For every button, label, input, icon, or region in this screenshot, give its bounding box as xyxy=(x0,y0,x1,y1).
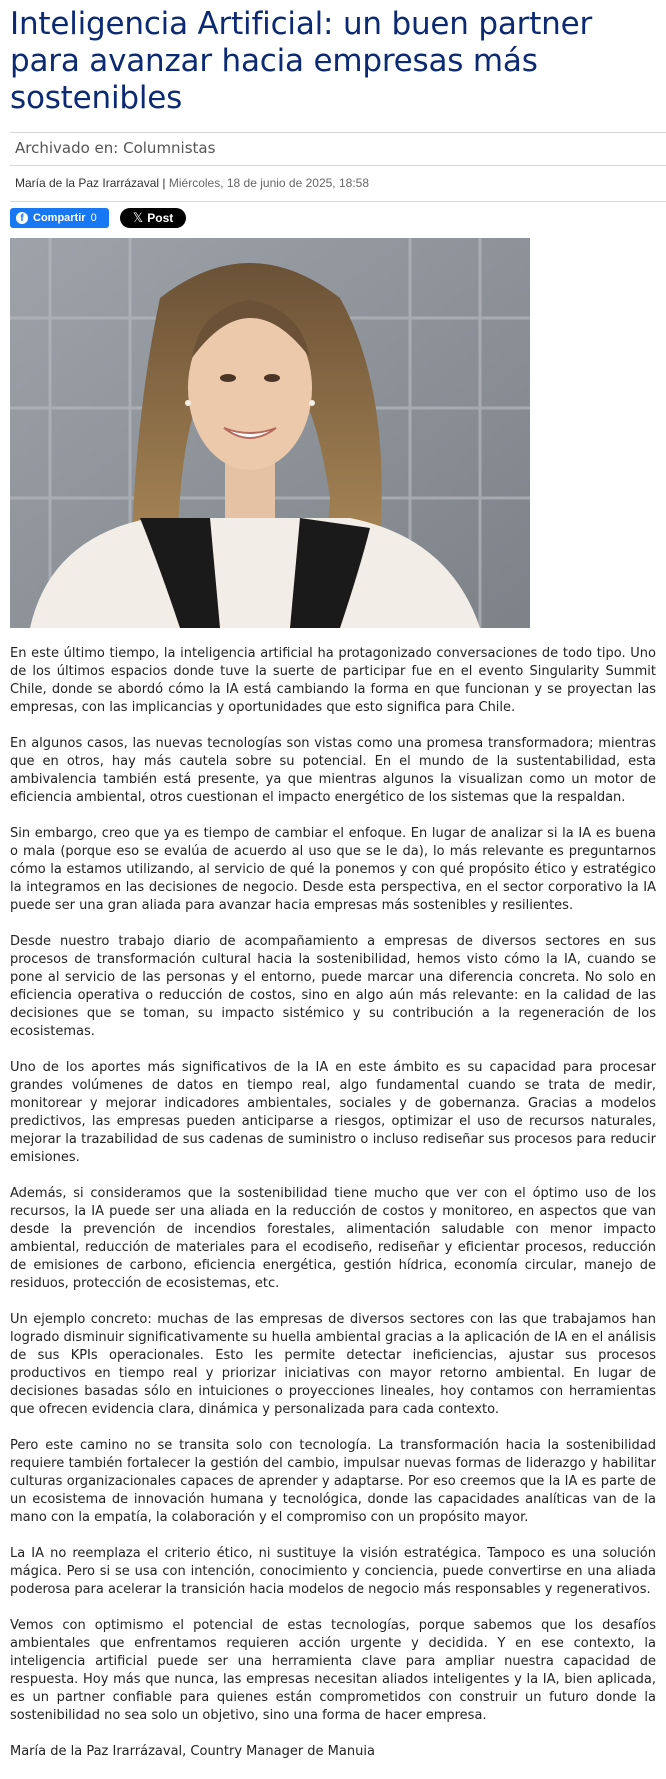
article-photo xyxy=(10,238,530,628)
x-post-button[interactable] xyxy=(120,208,186,228)
article-paragraph: Pero este camino no se transita solo con tecnología. La transformación hacia la sostenibilidad requiere también fortalecer la gestión del cambio, impulsar nuevas formas de liderazgo y habilitar culturas organizacionales capaces de aprender y adaptarse. Por eso creemos que la IA es parte de un ecosistema de innovación humana y tecnológica, donde las capacidades analíticas van de la mano con la empatía, la colaboración y el compromiso con un propósito mayor. xyxy=(10,1438,656,1525)
archived-category[interactable]: Archivado en: Columnistas xyxy=(15,139,216,157)
x-post-label: Post xyxy=(147,211,174,225)
article-paragraph: Un ejemplo concreto: muchas de las empresas de diversos sectores con las que trabajamos han logrado disminuir significativamente su huella ambiental gracias a la aplicación de IA en el análisis de sus KPIs operacionales. Esto les permite detectar ineficiencias, ajustar sus procesos productivos en tiempo real y priorizar iniciativas con mayor retorno ambiental. En lugar de decisiones basadas sólo en intuiciones o proyecciones lineales, hoy contamos con herramientas que ofrecen evidencia clara, dinámica y personalizada para cada contexto. xyxy=(10,1312,656,1417)
article-paragraph: Uno de los aportes más significativos de la IA en este ámbito es su capacidad para procesar grandes volúmenes de datos en tiempo real, algo fundamental cuando se trata de medir, monitorear y mejorar indicadores ambientales, sociales y de gobernanza. Gracias a modelos predictivos, las empresas pueden anticiparse a riesgos, optimizar el uso de recursos naturales, mejorar la trazabilidad de sus cadenas de suministro o incluso rediseñar sus procesos para reducir emisiones. xyxy=(10,1060,656,1165)
article-paragraph: Sin embargo, creo que ya es tiempo de cambiar el enfoque. En lugar de analizar si la IA es buena o mala (porque eso se evalúa de acuerdo al uso que se le da), lo más relevante es preguntarnos cómo la estamos utilizando, al servicio de qué la ponemos y con qué propósito ético y estratégico la integramos en las decisiones de negocio. Desde esta perspectiva, en el sector corporativo la IA puede ser una gran aliada para avanzar hacia empresas más sostenibles y resilientes. xyxy=(10,826,656,913)
x-logo-icon: 𝕏 xyxy=(132,210,144,225)
byline xyxy=(10,166,656,201)
article-title: Inteligencia Artificial: un buen partner para avanzar hacia empresas más sostenibles xyxy=(10,6,593,116)
article-paragraph: En este último tiempo, la inteligencia artificial ha protagonizado conversaciones de todo tipo. Uno de los últimos espacios donde tuve la suerte de participar fue en el evento Singularity Summit Chile, donde se abordó cómo la IA está cambiando la forma en que funcionan y se proyectan las empresas, con las implicancias y oportunidades que esto significa para Chile. xyxy=(10,646,656,715)
facebook-icon: f xyxy=(16,212,28,224)
share-bar xyxy=(10,202,656,240)
author-signature: María de la Paz Irarrázaval, Country Manager de Manuia xyxy=(10,1744,375,1759)
article-header xyxy=(10,0,656,240)
article-paragraph: Además, si consideramos que la sostenibilidad tiene mucho que ver con el óptimo uso de los recursos, la IA puede ser una aliada en la reducción de costos y monitoreo, en aspectos que van desde la prevención de incendios forestales, alimentación saludable con menor impacto ambiental, reducción de materiales para el ecodiseño, rediseñar y eficientar procesos, reducción de emisiones de carbono, eficiencia energética, gestión hídrica, economía circular, manejo de residuos, protección de ecosistemas, etc. xyxy=(10,1186,656,1291)
byline-separator: | xyxy=(159,176,169,190)
facebook-share-label: Compartir xyxy=(33,212,86,224)
facebook-share-button[interactable] xyxy=(10,208,109,228)
article-paragraph: La IA no reemplaza el criterio ético, ni sustituye la visión estratégica. Tampoco es una solución mágica. Pero si se usa con intención, conocimiento y conciencia, puede convertirse en una aliada poderosa para acelerar la transición hacia modelos de negocio más responsables y regenerativos. xyxy=(10,1546,656,1597)
publish-date: Miércoles, 18 de junio de 2025, 18:58 xyxy=(168,176,369,190)
facebook-share-count: 0 xyxy=(90,212,97,224)
author-portrait-image xyxy=(10,238,530,628)
author-name: María de la Paz Irarrázaval xyxy=(15,176,160,190)
article-paragraph: Vemos con optimismo el potencial de estas tecnologías, porque sabemos que los desafíos ambientales que enfrentamos requieren acción urgente y decidida. Y en ese contexto, la inteligencia artificial puede ser una herramienta clave para ampliar nuestra capacidad de respuesta. Hoy más que nunca, las empresas necesitan aliados inteligentes y la IA, bien aplicada, es un partner confiable para quienes están comprometidos con construir un futuro donde la sostenibilidad no sea solo un objetivo, sino una forma de hacer empresa. xyxy=(10,1618,656,1723)
article-body xyxy=(10,645,656,1779)
article-paragraph: En algunos casos, las nuevas tecnologías son vistas como una promesa transformadora; mientras que en otros, hay más cautela sobre su potencial. En el mundo de la sustentabilidad, esta ambivalencia también está presente, ya que mientras algunos la visualizan como un motor de eficiencia ambiental, otros cuestionan el impacto energético de los sistemas que la respaldan. xyxy=(10,736,656,805)
article-paragraph: Desde nuestro trabajo diario de acompañamiento a empresas de diversos sectores en sus procesos de transformación cultural hacia la sostenibilidad, hemos visto cómo la IA, cuando se pone al servicio de las personas y el entorno, puede marcar una diferencia concreta. No solo en eficiencia operativa o reducción de costos, sino en algo aún más relevante: en la calidad de las decisiones que se toman, su impacto sistémico y su contribución a la regeneración de los ecosistemas. xyxy=(10,934,656,1039)
